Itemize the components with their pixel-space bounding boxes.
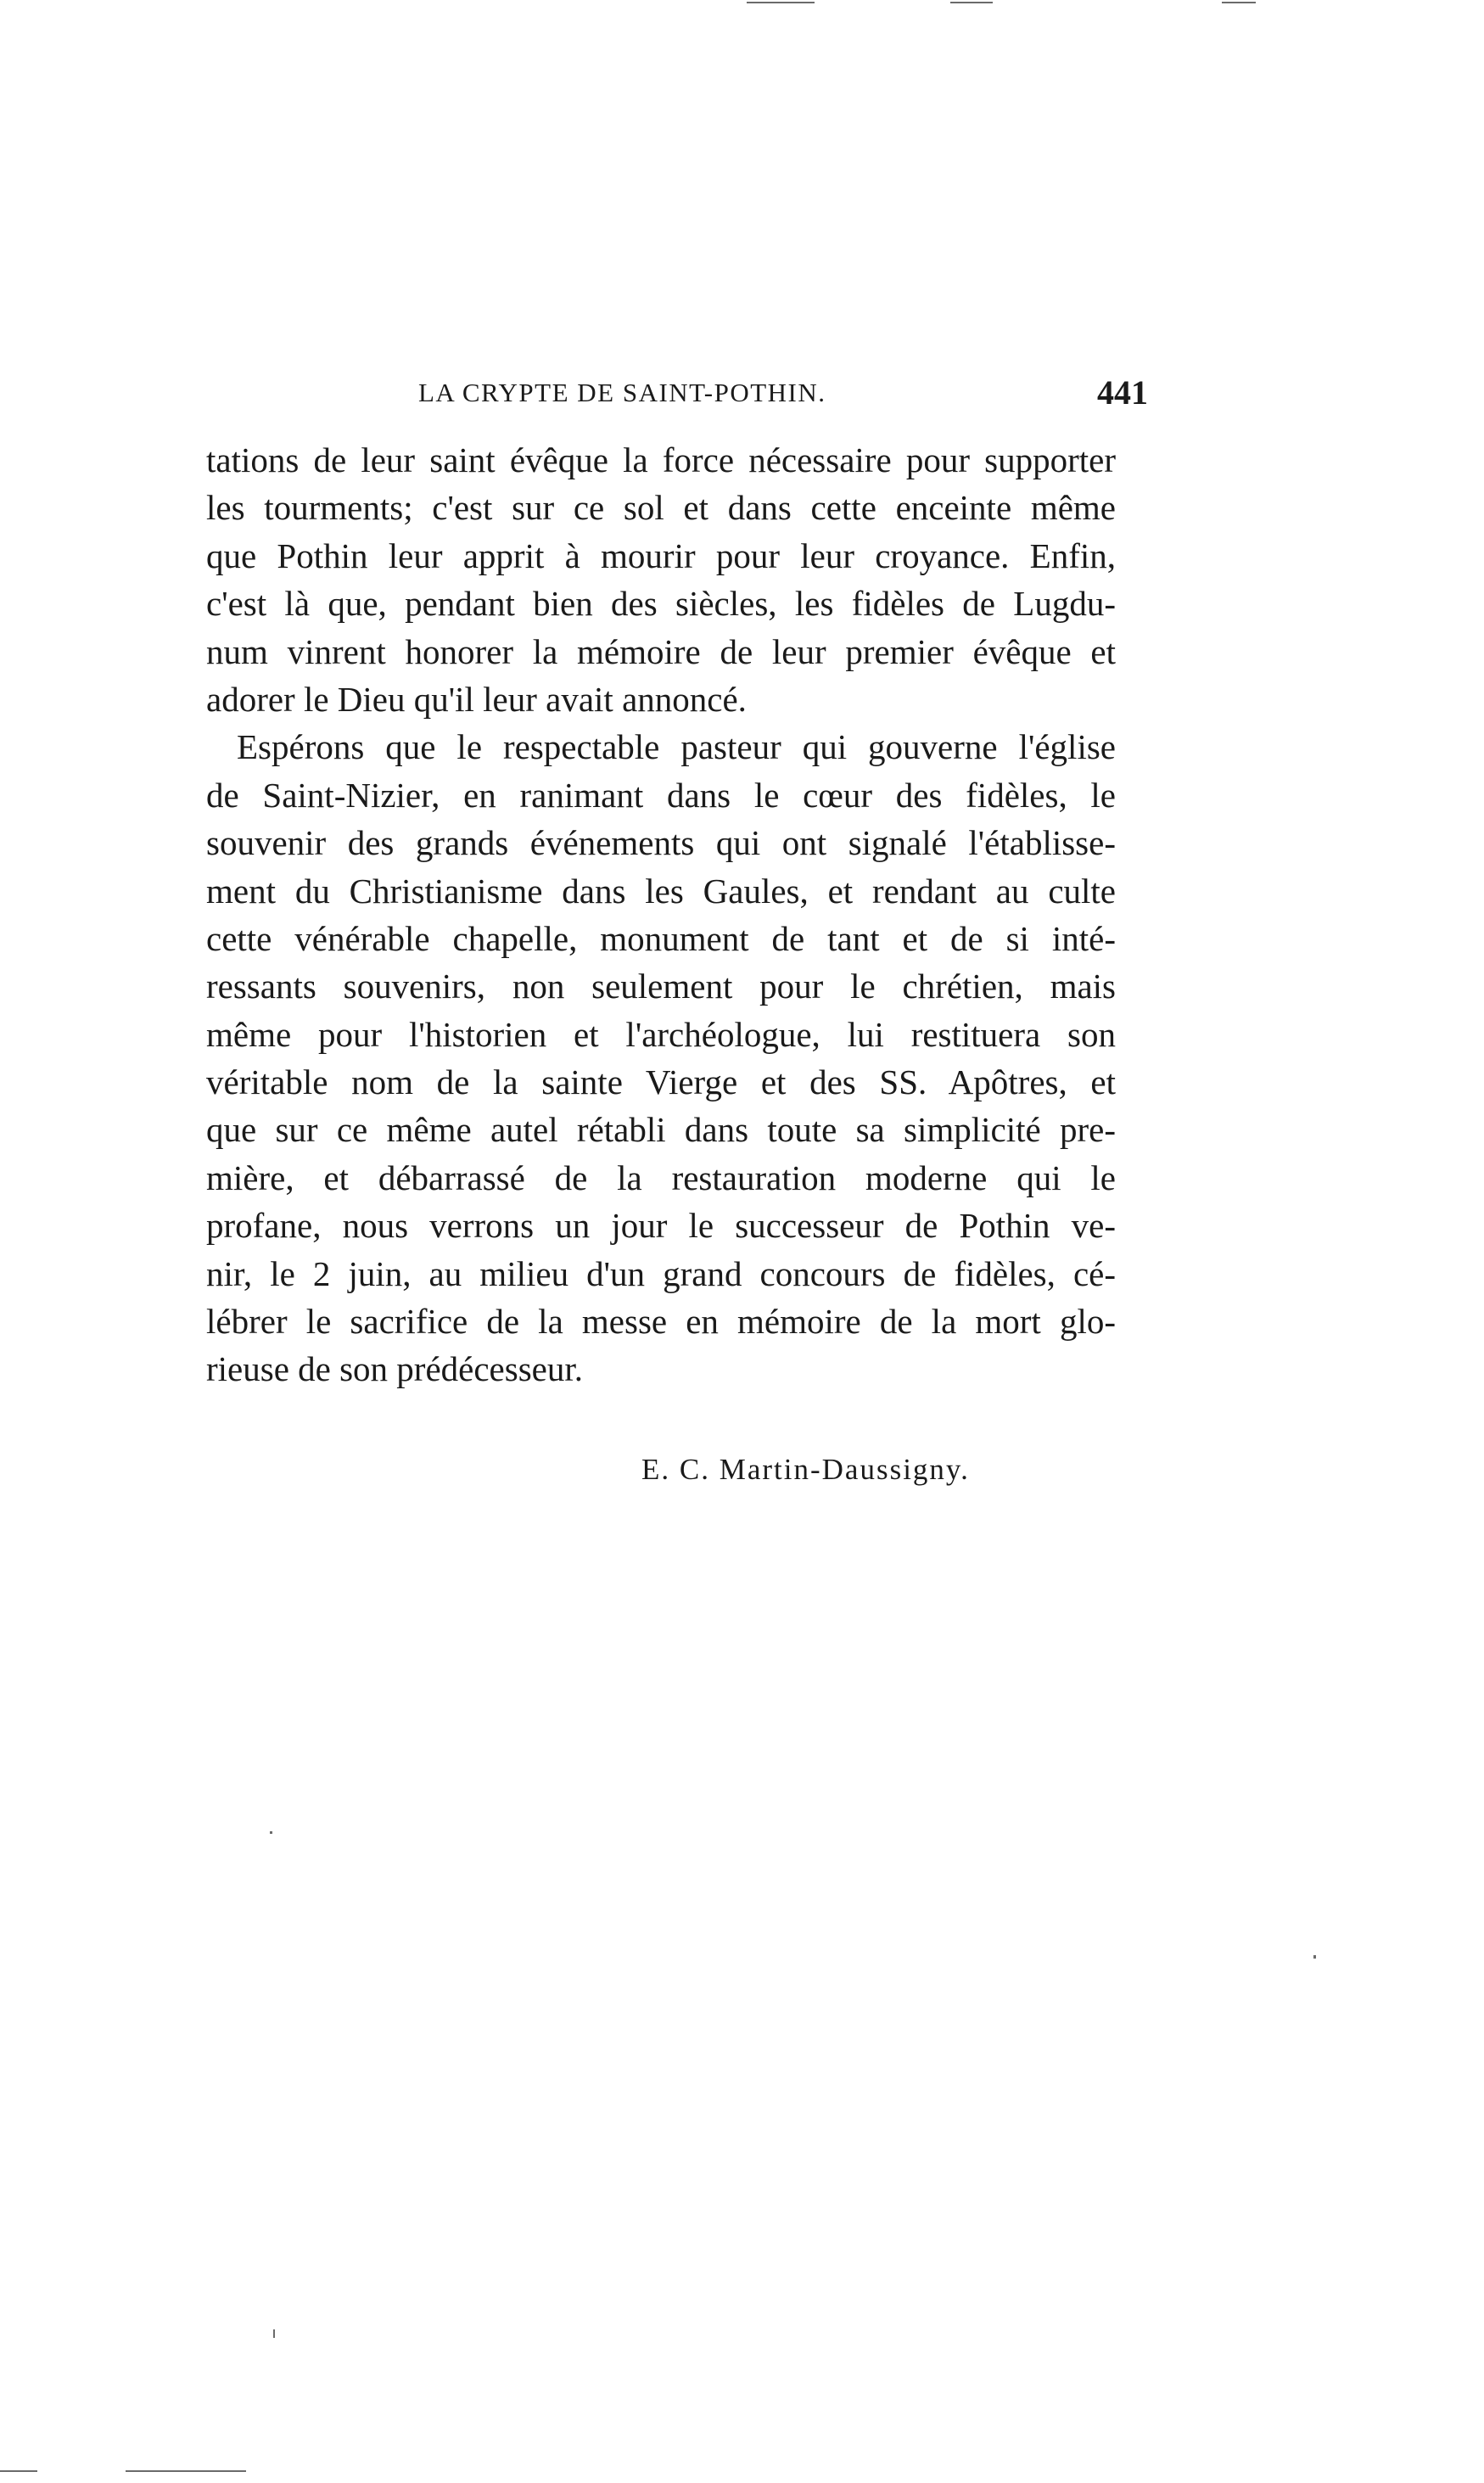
scan-speck: [126, 2470, 246, 2472]
text-line: rieuse de son prédécesseur.: [206, 1349, 583, 1389]
text-line: cette vénérable chapelle, monument de tant et de si inté-: [206, 918, 1116, 958]
paragraph-1: [206, 436, 1116, 723]
text-line: nir, le 2 juin, au milieu d'un grand concours de fidèles, cé-: [206, 1253, 1116, 1293]
text-line: profane, nous verrons un jour le successeur de Pothin ve-: [206, 1206, 1116, 1246]
scan-speck: [747, 2, 815, 3]
text-line: adorer le Dieu qu'il leur avait annoncé.: [206, 679, 747, 719]
text-line: ressants souvenirs, non seulement pour le chrétien, mais: [206, 967, 1116, 1006]
text-line: lébrer le sacrifice de la messe en mémoire de la mort glo-: [206, 1302, 1116, 1342]
text-line: num vinrent honorer la mémoire de leur premier évêque et: [206, 631, 1116, 671]
text-line: mière, et débarrassé de la restauration moderne qui le: [206, 1157, 1116, 1197]
scan-speck: [270, 1831, 272, 1834]
text-line: de Saint-Nizier, en ranimant dans le cœur des fidèles, le: [206, 775, 1116, 815]
scan-speck: [950, 2, 993, 3]
text-line: tations de leur saint évêque la force nécessaire pour supporter: [206, 440, 1116, 479]
scan-speck: [1222, 2, 1256, 3]
text-line: véritable nom de la sainte Vierge et des SS. Apôtres, et: [206, 1062, 1116, 1102]
text-line: que sur ce même autel rétabli dans toute sa simplicité pre-: [206, 1110, 1116, 1150]
scan-speck: [1313, 1955, 1316, 1959]
text-line: Espérons que le respectable pasteur qui gouverne l'église: [237, 727, 1116, 767]
scan-speck: [273, 2329, 275, 2338]
text-line: souvenir des grands événements qui ont signalé l'établisse-: [206, 823, 1116, 863]
scan-speck: [0, 2470, 37, 2472]
running-head: [206, 367, 1148, 418]
text-line: c'est là que, pendant bien des siècles, les fidèles de Lugdu-: [206, 584, 1116, 624]
running-title: LA CRYPTE DE SAINT-POTHIN.: [418, 378, 826, 407]
text-line: les tourments; c'est sur ce sol et dans cette enceinte même: [206, 488, 1116, 528]
author-signature: E. C. Martin-Daussigny.: [641, 1453, 970, 1486]
body-text: [206, 436, 1116, 1393]
text-line: ment du Christianisme dans les Gaules, et rendant au culte: [206, 871, 1116, 911]
text-line: même pour l'historien et l'archéologue, lui restituera son: [206, 1014, 1116, 1054]
page-number: 441: [1097, 373, 1148, 412]
text-line: que Pothin leur apprit à mourir pour leur croyance. Enfin,: [206, 535, 1116, 575]
paragraph-2: [206, 723, 1116, 1393]
